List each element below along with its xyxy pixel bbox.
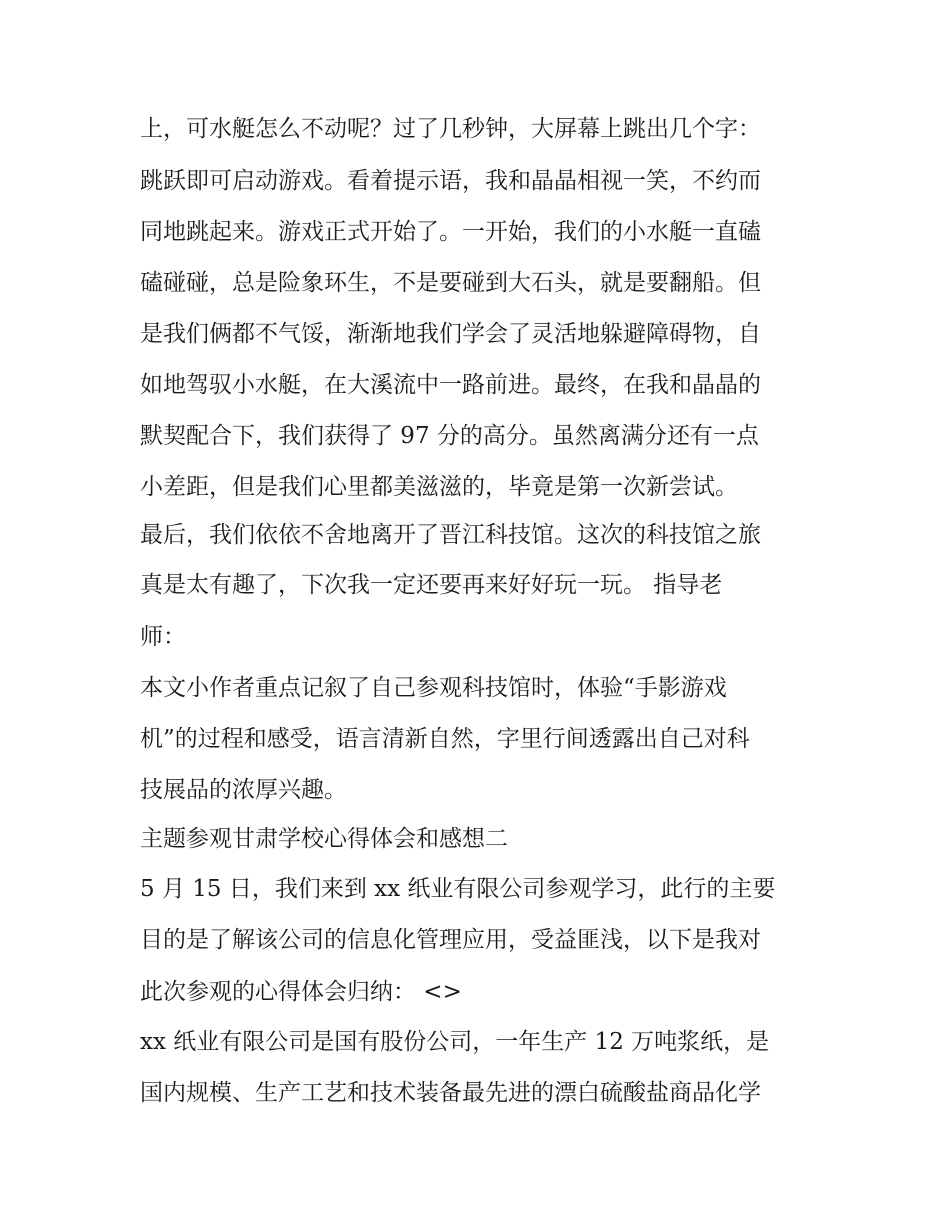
- text-line: 是我们俩都不气馁，渐渐地我们学会了灵活地躲避障碍物，自: [140, 321, 761, 347]
- text-line: 上，可水艇怎么不动呢？过了几秒钟，大屏幕上跳出几个字：: [140, 116, 761, 142]
- text-line: 真是太有趣了，下次我一定还要再来好好玩一玩。 指导老: [140, 572, 723, 598]
- text-line: 机”的过程和感受，语言清新自然，字里行间透露出自己对科: [140, 726, 750, 752]
- text-line: 技展品的浓厚兴趣。: [140, 777, 347, 803]
- text-line: 小差距，但是我们心里都美滋滋的，毕竟是第一次新尝试。: [140, 474, 738, 500]
- text-line: 跳跃即可启动游戏。看着提示语，我和晶晶相视一笑，不约而: [140, 168, 761, 194]
- text-line: 同地跳起来。游戏正式开始了。一开始，我们的小水艇一直磕: [140, 219, 761, 245]
- text-line: 此次参观的心得体会归纳： <>: [140, 979, 462, 1005]
- text-line: 目的是了解该公司的信息化管理应用，受益匪浅，以下是我对: [140, 927, 761, 953]
- text-line: 最后，我们依依不舍地离开了晋江科技馆。这次的科技馆之旅: [140, 522, 761, 548]
- text-line: 师：: [140, 624, 186, 650]
- text-line: 5 月 15 日，我们来到 xx 纸业有限公司参观学习，此行的主要: [140, 876, 776, 902]
- text-line: 国内规模、生产工艺和技术装备最先进的漂白硫酸盐商品化学: [140, 1080, 761, 1106]
- text-line: 默契配合下，我们获得了 97 分的高分。虽然离满分还有一点: [140, 423, 759, 449]
- text-line: 如地驾驭小水艇，在大溪流中一路前进。最终，在我和晶晶的: [140, 372, 761, 398]
- text-line: 磕碰碰，总是险象环生，不是要碰到大石头，就是要翻船。但: [140, 270, 761, 296]
- text-line: xx 纸业有限公司是国有股份公司，一年生产 12 万吨浆纸，是: [140, 1029, 770, 1055]
- text-line: 本文小作者重点记叙了自己参观科技馆时，体验“手影游戏: [140, 675, 727, 701]
- section-heading: 主题参观甘肃学校心得体会和感想二: [140, 826, 508, 852]
